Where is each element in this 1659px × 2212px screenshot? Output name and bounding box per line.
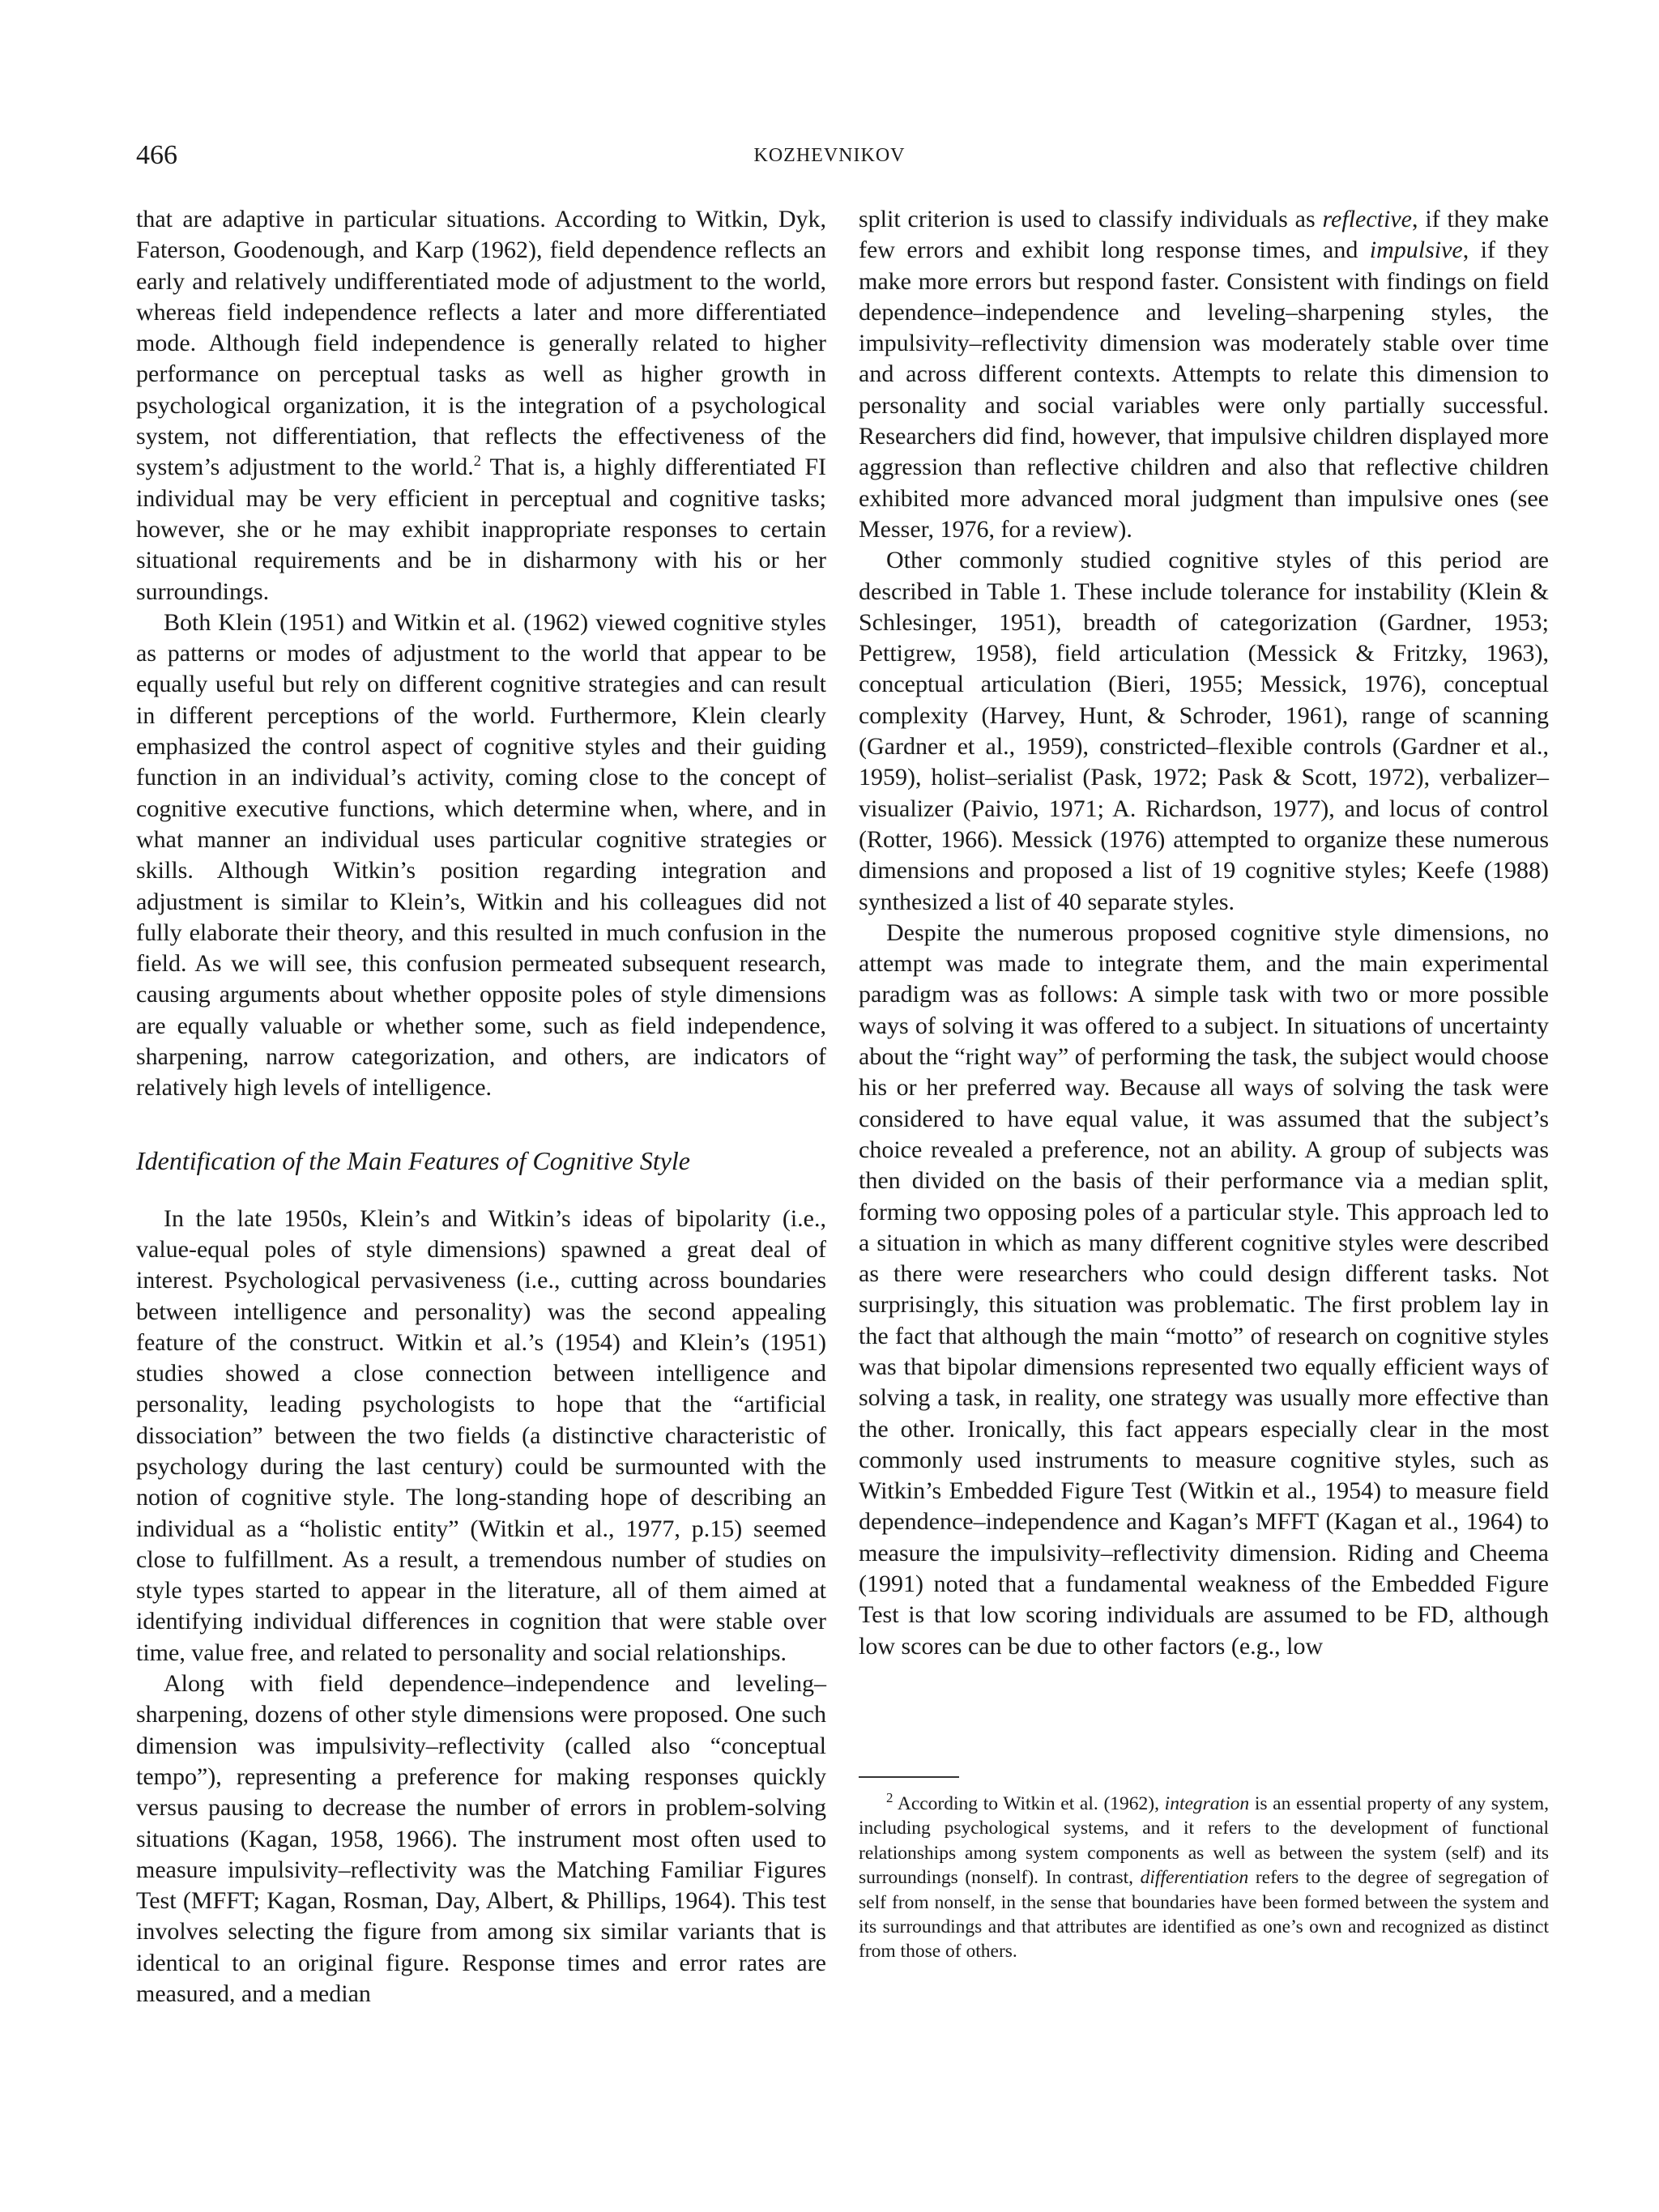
paragraph-text: split criterion is used to classify individuals as [859,206,1323,232]
paragraph [859,204,1549,545]
footnote-text-part: refers to the degree of segregation of self from nonself, in the sense that boundaries have been formed between the system and its surroundings and that attributes are identified as one’s own and recognized as distinct from those of others. [859,1867,1549,1963]
section-heading: Identification of the Main Features of Cognitive Style [136,1145,690,1175]
footnote-divider [859,1776,959,1778]
footnote [859,1792,1549,1964]
italic-term: integration [1164,1793,1250,1814]
footnote-marker: 2 [886,1790,893,1806]
paragraph-text: , if they make few errors and exhibit long response times, and [859,206,1549,264]
paragraph: Along with field dependence–independence and leveling–sharpening, dozens of other style dimensions were proposed. One such dimension was impulsivity–reflectivity (called also “conceptual tempo”), representing a preference for making responses quickly versus pausing to decrease the number of errors in problem-solving situations (Kagan, 1958, 1966). The instrument most often used to measure impulsivity–reflectivity was the Matching Familiar Figures Test (MFFT; Kagan, Rosman, Day, Albert, & Phillips, 1964). This test involves selecting the figure from among six similar variants that is identical to an original figure. Response times and error rates are measured, and a median [136,1670,826,2008]
running-head: KOZHEVNIKOV [753,145,906,166]
footnote-reference: 2 [473,453,482,471]
paragraph [136,204,826,607]
italic-term: impulsive [1369,237,1463,264]
paragraph: In the late 1950s, Klein’s and Witkin’s ideas of bipolarity (i.e., value-equal poles of style dimensions) spawned a great deal of interest. Psychological pervasiveness (i.e., cutting across boundaries between intelligence and personality) was the second appealing feature of the construct. Witkin et al.’s (1954) and Klein’s (1951) studies showed a close connection between intelligence and personality, leading psychologists to hope that the “artificial dissociation” between the two fields (a distinctive characteristic of psychology during the last century) could be surmounted with the notion of cognitive style. The long-standing hope of describing an individual as a “holistic entity” (Witkin et al., 1977, p.15) seemed close to fulfillment. As a result, a tremendous number of studies on style types started to appear in the literature, all of them aimed at identifying individual differences in cognition that were stable over time, value free, and related to personality and social relationships. [136,1204,826,1666]
paragraph-text: that are adaptive in particular situations. According to Witkin, Dyk, Faterson, Goodenough, and Karp (1962), field dependence reflects an early and relatively undifferentiated mode of adjustment to the world, whereas field independence reflects a later and more differentiated mode. Although field independence is generally related to higher performance on perceptual tasks as well as higher growth in psychological organization, it is the integration of a psychological system, not differentiation, that reflects the effectiveness of the system’s adjustment to the world. [136,206,826,481]
paragraph: Other commonly studied cognitive styles of this period are described in Table 1. These include tolerance for instability (Klein & Schlesinger, 1951), breadth of categorization (Gardner, 1953; Pettigrew, 1958), field articulation (Messick & Fritzky, 1963), conceptual articulation (Bieri, 1955; Messick, 1976), conceptual complexity (Harvey, Hunt, & Schroder, 1961), range of scanning (Gardner et al., 1959), constricted–flexible controls (Gardner et al., 1959), holist–serialist (Pask, 1972; Pask & Scott, 1972), verbalizer–visualizer (Paivio, 1971; A. Richardson, 1977), and locus of control (Rotter, 1966). Messick (1976) attempted to organize these numerous dimensions and proposed a list of 19 cognitive styles; Keefe (1988) synthesized a list of 40 separate styles. [859,547,1549,915]
italic-term: reflective [1322,206,1412,232]
footnote-text-part: According to Witkin et al. (1962), [893,1793,1165,1814]
paragraph-text: , if they make more errors but respond faster. Consistent with findings on field dependence–independence and leveling–sharpening styles, the impulsivity–reflectivity dimension was moderately stable over time and across different contexts. Attempts to relate this dimension to personality and social variables were only partially successful. Researchers did find, however, that impulsive children displayed more aggression than reflective children and also that reflective children exhibited more advanced moral judgment than impulsive ones (see Messer, 1976, for a review). [859,237,1549,543]
paragraph: Despite the numerous proposed cognitive style dimensions, no attempt was made to integrate them, and the main experimental paradigm was as follows: A simple task with two or more possible ways of solving it was offered to a subject. In situations of uncertainty about the “right way” of performing the task, the subject would choose his or her preferred way. Because all ways of solving the task were considered to have equal value, it was assumed that the subject’s choice revealed a preference, not an ability. A group of subjects was then divided on the basis of their performance via a median split, forming two opposing poles of a particular style. This approach led to a situation in which as many different cognitive styles were described as there were researchers who could design different tasks. Not surprisingly, this situation was problematic. The first problem lay in the fact that although the main “motto” of research on cognitive styles was that bipolar dimensions represented two equally efficient ways of solving a task, in reality, one strategy was usually more effective than the other. Ironically, this fact appears especially clear in the most commonly used instruments to measure cognitive styles, such as Witkin’s Embedded Figure Test (Witkin et al., 1954) to measure field dependence–independence and Kagan’s MFFT (Kagan et al., 1964) to measure the impulsivity–reflectivity dimension. Riding and Cheema (1991) noted that a fundamental weakness of the Embedded Figure Test is that low scoring individuals are assumed to be FD, although low scores can be due to other factors (e.g., low [859,918,1549,1660]
paragraph-text: That is, a highly differentiated FI individual may be very efficient in perceptual and cognitive tasks; however, she or he may exhibit inappropriate responses to certain situational requirements and be in disharmony with his or her surroundings. [136,454,827,605]
paragraph: Both Klein (1951) and Witkin et al. (1962) viewed cognitive styles as patterns or modes of adjustment to the world that appear to be equally useful but rely on different cognitive strategies and can result in different perceptions of the world. Furthermore, Klein clearly emphasized the control aspect of cognitive styles and their guiding function in an individual’s activity, coming close to the concept of cognitive executive functions, which determine when, where, and in what manner an individual uses particular cognitive strategies or skills. Although Witkin’s position regarding integration and adjustment is similar to Klein’s, Witkin and his colleagues did not fully elaborate their theory, and this resulted in much confusion in the field. As we will see, this confusion permeated subsequent research, causing arguments about whether opposite poles of style dimensions are equally valuable or whether some, such as field independence, sharpening, narrow categorization, and others, are indicators of relatively high levels of intelligence. [136,608,826,1102]
footnote-text [859,1792,1549,1964]
footnote-text-part: is an essential property of any system, including psychological systems, and it refers to the development of functional relationships among system components as well as between the system (self) and its surroundings (nonself). In contrast, [859,1793,1549,1889]
italic-term: differentiation [1140,1867,1249,1889]
right-column [859,204,1549,1662]
page-number: 466 [136,140,177,170]
left-column [136,204,826,2010]
